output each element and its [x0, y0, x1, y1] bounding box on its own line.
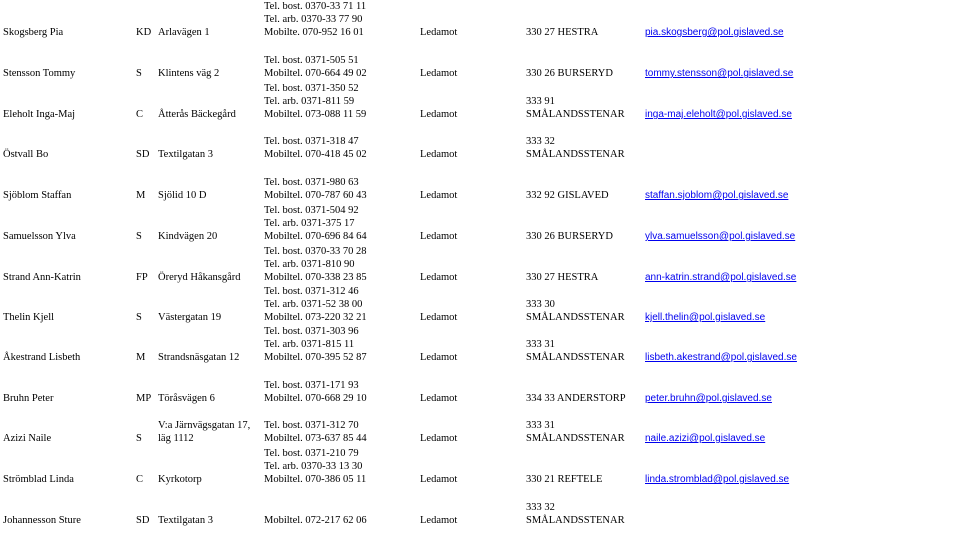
member-phone: Tel. arb. 0370-33 13 30: [264, 461, 363, 472]
member-address: Kindvägen 20: [158, 231, 218, 242]
member-phone: Mobiltel. 073-637 85 44: [264, 433, 367, 444]
member-phone: Tel. arb. 0371-375 17: [264, 218, 355, 229]
member-postal: 333 31: [526, 420, 555, 431]
member-party: KD: [136, 27, 152, 38]
member-phone: Mobiltel. 070-386 05 11: [264, 474, 367, 485]
member-phone: Tel. arb. 0371-52 38 00: [264, 299, 363, 310]
member-postal: 333 31: [526, 339, 555, 350]
member-postal: SMÅLANDSSTENAR: [526, 433, 625, 444]
member-role: Ledamot: [420, 352, 458, 363]
member-role: Ledamot: [420, 27, 458, 38]
member-address: Klintens väg 2: [158, 68, 220, 79]
member-email-link[interactable]: staffan.sjoblom@pol.gislaved.se: [645, 190, 789, 201]
member-postal: 330 21 REFTELE: [526, 474, 603, 485]
member-party: C: [136, 474, 144, 485]
member-party: FP: [136, 272, 148, 283]
member-role: Ledamot: [420, 433, 458, 444]
member-phone: Tel. bost. 0371-210 79: [264, 448, 359, 459]
member-role: Ledamot: [420, 474, 458, 485]
member-name: Sjöblom Staffan: [3, 190, 72, 201]
member-phone: Tel. arb. 0371-810 90: [264, 259, 355, 270]
member-party: S: [136, 68, 142, 79]
member-party: S: [136, 312, 142, 323]
member-email-link[interactable]: inga-maj.eleholt@pol.gislaved.se: [645, 109, 792, 120]
member-postal: 334 33 ANDERSTORP: [526, 393, 626, 404]
member-role: Ledamot: [420, 149, 458, 160]
member-postal: 333 30: [526, 299, 555, 310]
member-phone: Tel. bost. 0371-312 46: [264, 286, 359, 297]
member-role: Ledamot: [420, 68, 458, 79]
member-email-link[interactable]: lisbeth.akestrand@pol.gislaved.se: [645, 352, 797, 363]
member-phone: Mobiltel. 073-220 32 21: [264, 312, 367, 323]
member-address: läg 1112: [158, 433, 194, 444]
member-phone: Mobiltel. 070-787 60 43: [264, 190, 367, 201]
member-role: Ledamot: [420, 190, 458, 201]
member-email-link[interactable]: ylva.samuelsson@pol.gislaved.se: [645, 231, 796, 242]
member-name: Strand Ann-Katrin: [3, 272, 81, 283]
member-phone: Tel. bost. 0371-303 96: [264, 326, 359, 337]
member-postal: SMÅLANDSSTENAR: [526, 312, 625, 323]
member-phone: Tel. arb. 0371-811 59: [264, 96, 355, 107]
member-email-link[interactable]: tommy.stensson@pol.gislaved.se: [645, 68, 794, 79]
member-phone: Mobilte. 070-952 16 01: [264, 27, 364, 38]
member-email-link[interactable]: ann-katrin.strand@pol.gislaved.se: [645, 272, 797, 283]
member-party: S: [136, 433, 142, 444]
member-postal: 333 32: [526, 136, 555, 147]
member-role: Ledamot: [420, 231, 458, 242]
member-name: Eleholt Inga-Maj: [3, 109, 76, 120]
member-address: Västergatan 19: [158, 312, 222, 323]
member-address: Sjölid 10 D: [158, 190, 207, 201]
member-phone: Tel. bost. 0371-350 52: [264, 83, 359, 94]
member-phone: Tel. arb. 0371-815 11: [264, 339, 355, 350]
member-name: Stensson Tommy: [3, 68, 76, 79]
member-phone: Mobiltel. 070-696 84 64: [264, 231, 367, 242]
member-email-link[interactable]: linda.stromblad@pol.gislaved.se: [645, 474, 790, 485]
member-name: Åkestrand Lisbeth: [3, 352, 81, 363]
member-role: Ledamot: [420, 393, 458, 404]
member-name: Azizi Naile: [3, 433, 52, 444]
member-phone: Tel. bost. 0371-980 63: [264, 177, 359, 188]
member-phone: Mobiltel. 070-395 52 87: [264, 352, 367, 363]
member-email-link[interactable]: kjell.thelin@pol.gislaved.se: [645, 312, 766, 323]
member-role: Ledamot: [420, 272, 458, 283]
member-phone: Mobiltel. 070-338 23 85: [264, 272, 367, 283]
member-name: Samuelsson Ylva: [3, 231, 76, 242]
member-address: Textilgatan 3: [158, 515, 213, 526]
member-phone: Tel. bost. 0371-505 51: [264, 55, 359, 66]
member-party: S: [136, 231, 142, 242]
member-party: SD: [136, 515, 150, 526]
member-name: Strömblad Linda: [3, 474, 74, 485]
member-phone: Tel. bost. 0371-318 47: [264, 136, 359, 147]
member-postal: 333 32: [526, 502, 555, 513]
member-phone: Tel. bost. 0370-33 71 11: [264, 1, 367, 12]
member-name: Östvall Bo: [3, 149, 49, 160]
member-address: Strandsnäsgatan 12: [158, 352, 240, 363]
member-role: Ledamot: [420, 515, 458, 526]
member-postal: 332 92 GISLAVED: [526, 190, 609, 201]
member-party: M: [136, 352, 146, 363]
member-phone: Tel. bost. 0370-33 70 28: [264, 246, 367, 257]
member-postal: 330 26 BURSERYD: [526, 231, 613, 242]
member-phone: Mobiltel. 070-664 49 02: [264, 68, 367, 79]
member-postal: 330 26 BURSERYD: [526, 68, 613, 79]
member-party: MP: [136, 393, 152, 404]
member-address: Arlavägen 1: [158, 27, 210, 38]
member-postal: SMÅLANDSSTENAR: [526, 109, 625, 120]
member-postal: SMÅLANDSSTENAR: [526, 515, 625, 526]
member-role: Ledamot: [420, 312, 458, 323]
member-name: Thelin Kjell: [3, 312, 55, 323]
member-postal: 333 91: [526, 96, 555, 107]
member-postal: SMÅLANDSSTENAR: [526, 352, 625, 363]
member-email-link[interactable]: naile.azizi@pol.gislaved.se: [645, 433, 766, 444]
member-phone: Mobiltel. 070-668 29 10: [264, 393, 367, 404]
member-postal: SMÅLANDSSTENAR: [526, 149, 625, 160]
member-party: SD: [136, 149, 150, 160]
member-phone: Mobiltel. 072-217 62 06: [264, 515, 367, 526]
member-party: C: [136, 109, 144, 120]
member-address: Öreryd Håkansgård: [158, 272, 241, 283]
member-phone: Mobiltel. 073-088 11 59: [264, 109, 367, 120]
member-postal: 330 27 HESTRA: [526, 27, 599, 38]
member-email-link[interactable]: peter.bruhn@pol.gislaved.se: [645, 393, 772, 404]
member-address: V:a Järnvägsgatan 17,: [158, 420, 251, 431]
member-name: Skogsberg Pia: [3, 27, 64, 38]
member-phone: Tel. bost. 0371-312 70: [264, 420, 359, 431]
member-phone: Tel. bost. 0371-504 92: [264, 205, 359, 216]
member-name: Johannesson Sture: [3, 515, 81, 526]
member-postal: 330 27 HESTRA: [526, 272, 599, 283]
member-name: Bruhn Peter: [3, 393, 54, 404]
member-party: M: [136, 190, 146, 201]
member-address: Textilgatan 3: [158, 149, 213, 160]
member-phone: Tel. arb. 0370-33 77 90: [264, 14, 363, 25]
member-address: Kyrkotorp: [158, 474, 202, 485]
member-email-link[interactable]: pia.skogsberg@pol.gislaved.se: [645, 27, 784, 38]
member-phone: Tel. bost. 0371-171 93: [264, 380, 359, 391]
member-role: Ledamot: [420, 109, 458, 120]
member-phone: Mobiltel. 070-418 45 02: [264, 149, 367, 160]
member-address: Åtterås Bäckegård: [158, 109, 236, 120]
member-address: Töråsvägen 6: [158, 393, 215, 404]
